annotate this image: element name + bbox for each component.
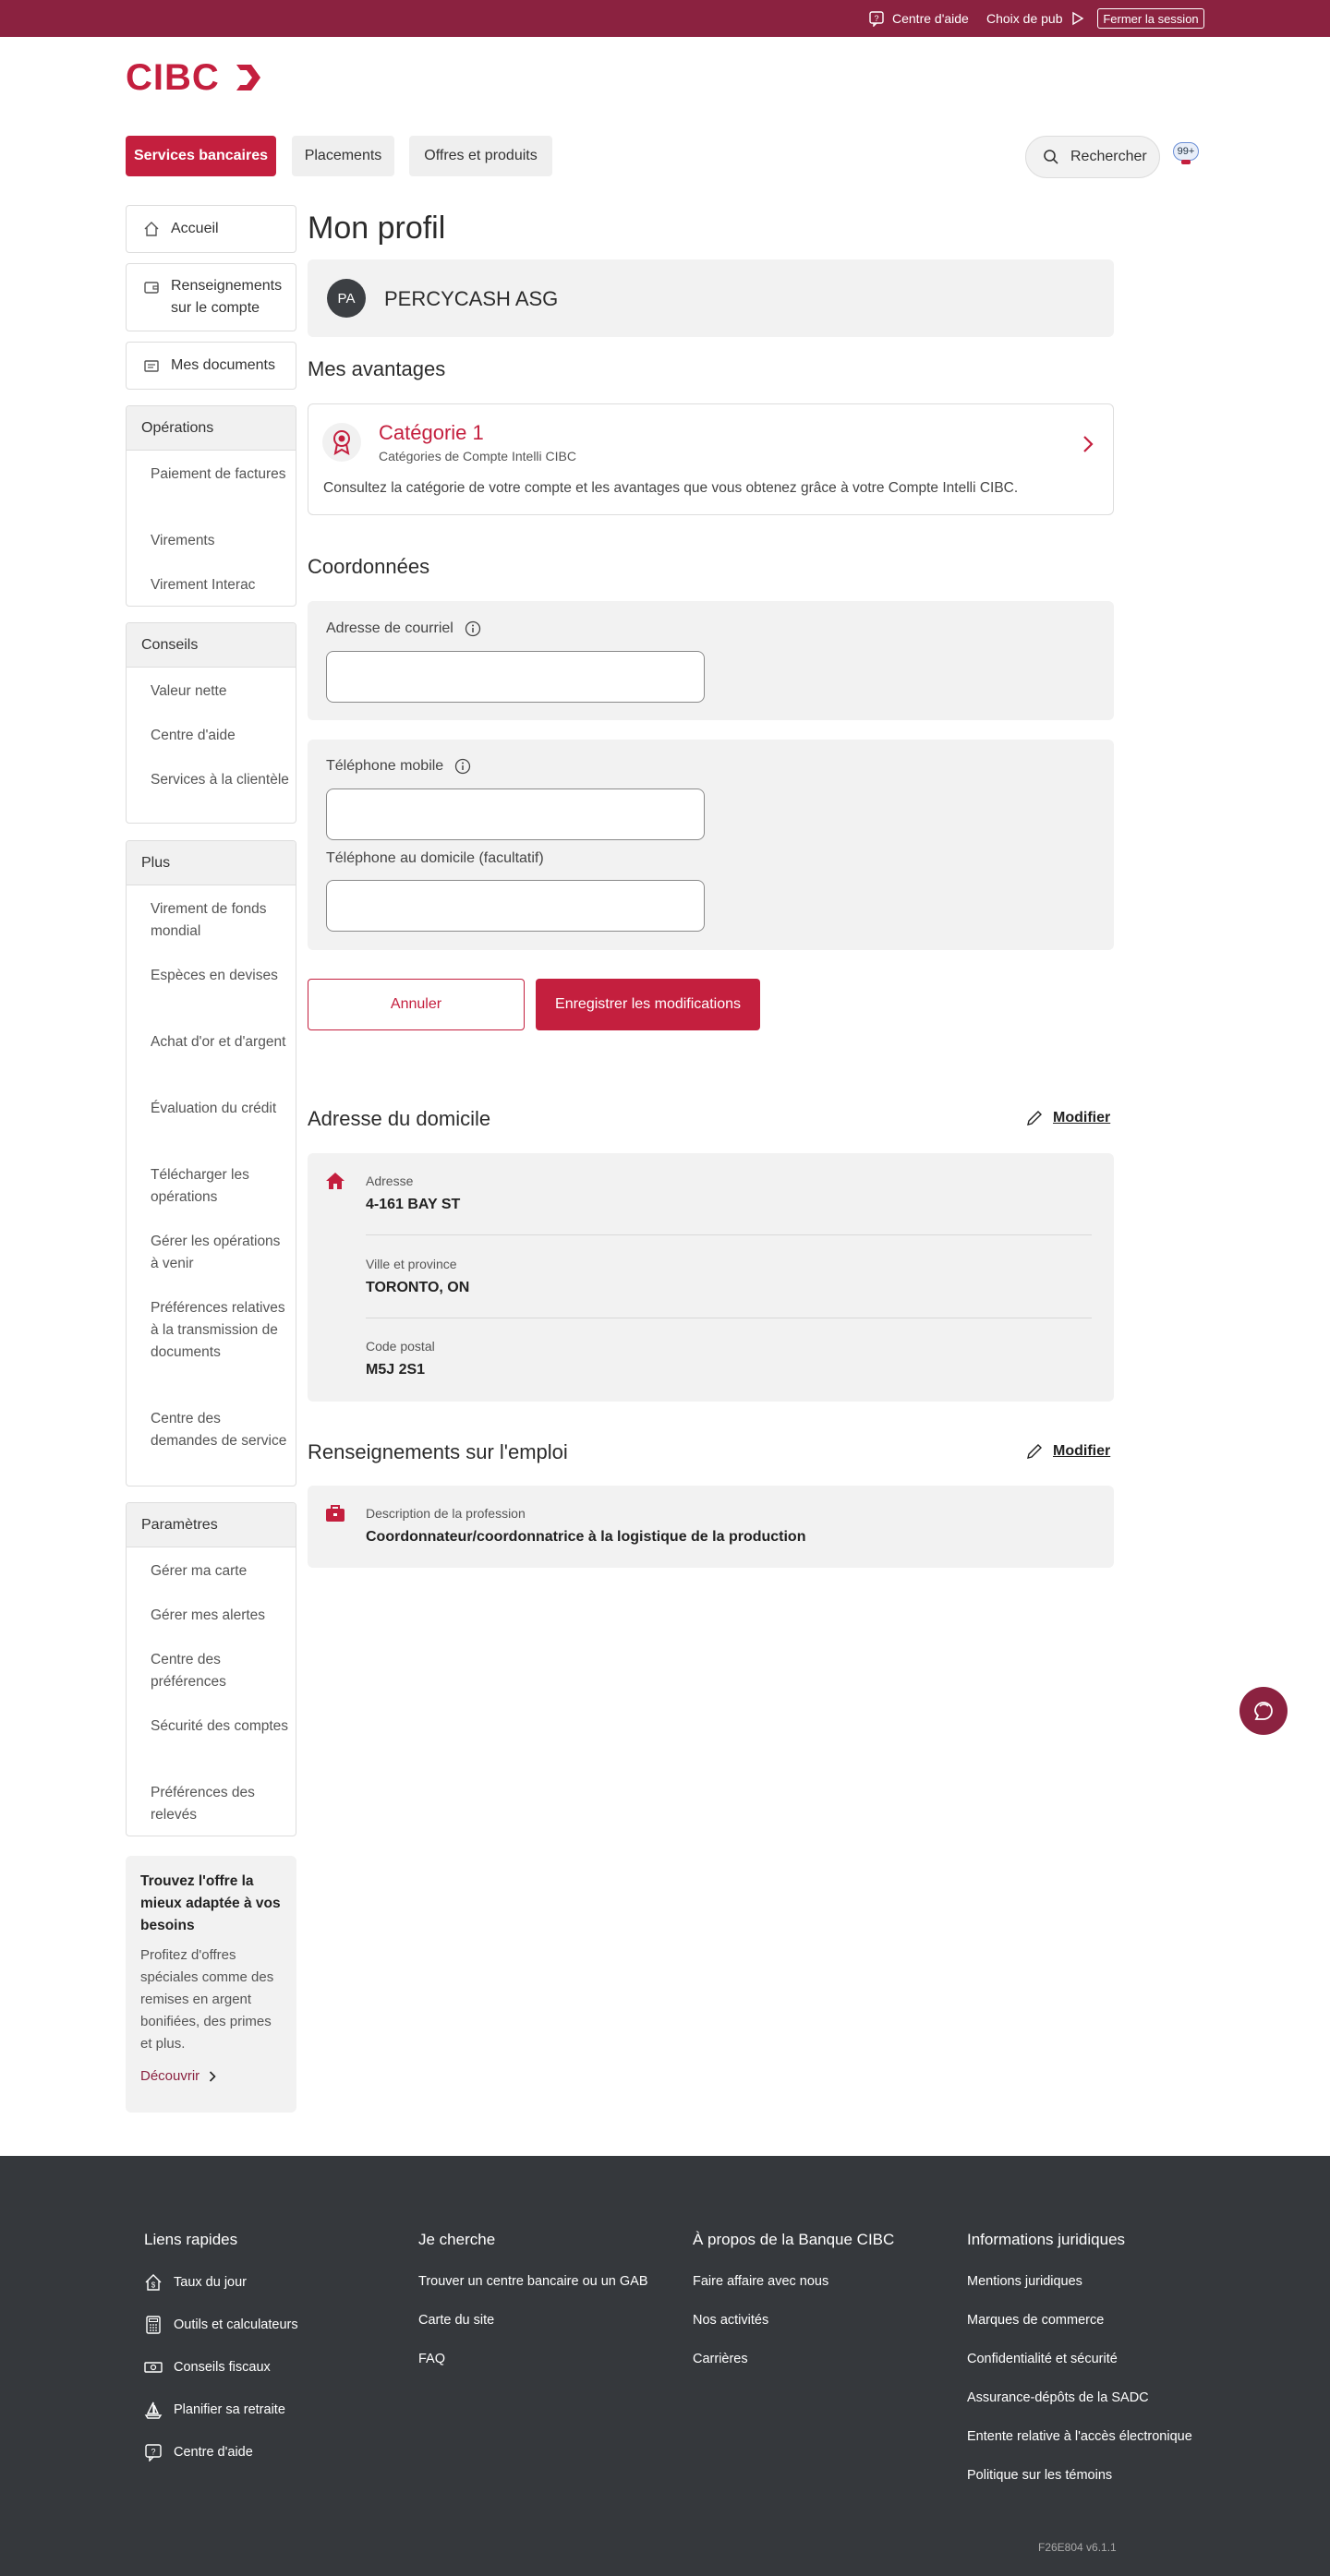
benefit-description: Consultez la catégorie de votre compte et les avantages que vous obtenez grâce à votre Compte Intelli CIBC. [323, 480, 1019, 496]
logo-text: CIBC [126, 56, 220, 98]
home-phone-field[interactable] [326, 880, 705, 932]
postal-value: M5J 2S1 [366, 1362, 426, 1378]
sailboat-icon [144, 2401, 163, 2419]
address-card [308, 1153, 1114, 1402]
cibc-diamond-icon [224, 61, 262, 94]
sidebar-group-title: Paramètres [127, 1503, 296, 1547]
sidebar-item-service-requests[interactable]: Centre des demandes de service [151, 1411, 287, 1449]
footer-link-trademarks[interactable]: Marques de commerce [967, 2313, 1105, 2328]
contact-heading: Coordonnées [308, 555, 430, 578]
help-icon [868, 10, 885, 27]
tab-banking[interactable]: Services bancaires [126, 136, 276, 176]
modify-employment-link[interactable] [1025, 1442, 1110, 1461]
footer-link-label: Taux du jour [174, 2275, 247, 2290]
info-icon[interactable] [454, 758, 471, 775]
ad-choices-label: Choix de pub [986, 11, 1063, 26]
svg-text:$: $ [151, 2281, 156, 2290]
avatar: PA [327, 279, 366, 318]
sidebar-item-label: Accueil [171, 221, 219, 236]
version-label: F26E804 v6.1.1 [1038, 2541, 1117, 2554]
sidebar-item-label: Renseignements sur le compte [171, 278, 283, 316]
divider [366, 1234, 1092, 1235]
sidebar-item-transfers[interactable]: Virements [151, 533, 215, 548]
footer-link-careers[interactable]: Carrières [693, 2352, 748, 2366]
footer-quick-links-title: Liens rapides [144, 2231, 238, 2248]
search-icon [1043, 149, 1059, 165]
address-heading: Adresse du domicile [308, 1107, 491, 1130]
benefit-subtitle: Catégories de Compte Intelli CIBC [379, 449, 576, 463]
chevron-right-icon [1082, 435, 1094, 453]
sidebar-item-label: Mes documents [171, 357, 275, 373]
mobile-phone-field[interactable] [326, 788, 705, 840]
chevron-right-icon [209, 2071, 216, 2082]
footer-link-label: Planifier sa retraite [174, 2402, 285, 2417]
footer-legal-title: Informations juridiques [967, 2231, 1126, 2248]
sidebar-item-bill-payment[interactable]: Paiement de factures [151, 466, 286, 482]
sidebar-item-manage-alerts[interactable]: Gérer mes alertes [151, 1607, 266, 1623]
footer-link-do-business[interactable]: Faire affaire avec nous [693, 2274, 829, 2289]
footer-link-cdic[interactable]: Assurance-dépôts de la SADC [967, 2390, 1149, 2405]
address-value: 4-161 BAY ST [366, 1197, 461, 1212]
footer-link-privacy[interactable]: Confidentialité et sécurité [967, 2352, 1118, 2366]
sidebar-item-upcoming-transactions[interactable]: Gérer les opérations à venir [151, 1234, 281, 1271]
help-icon [144, 2443, 163, 2462]
employment-heading: Renseignements sur l'emploi [308, 1440, 568, 1463]
notification-indicator [1181, 160, 1191, 164]
sidebar-item-credit-score[interactable]: Évaluation du crédit [151, 1101, 277, 1116]
ad-choices-link[interactable] [986, 0, 1085, 37]
footer-link-label: Conseils fiscaux [174, 2360, 271, 2375]
promo-card [126, 1856, 296, 2113]
home-phone-label: Téléphone au domicile (facultatif) [326, 850, 544, 866]
sidebar-item-preference-centre[interactable]: Centre des préférences [151, 1652, 226, 1690]
tab-offers[interactable]: Offres et produits [409, 136, 552, 176]
profession-value: Coordonnateur/coordonnatrice à la logistique de la production [366, 1529, 806, 1545]
benefit-category: Catégorie 1 [379, 421, 484, 444]
footer-link-faq[interactable]: FAQ [418, 2352, 446, 2366]
sidebar-item-net-worth[interactable]: Valeur nette [151, 683, 227, 699]
search-label: Rechercher [1070, 149, 1147, 164]
page-title: Mon profil [308, 211, 446, 246]
cibc-logo[interactable] [126, 56, 262, 98]
sidebar-item-customer-service[interactable]: Services à la clientèle [151, 772, 289, 788]
award-icon [322, 423, 361, 462]
sidebar-group-operations [126, 405, 296, 607]
promo-title: Trouvez l'offre la mieux adaptée à vos besoins [140, 1873, 281, 1933]
modify-label: Modifier [1053, 1443, 1111, 1459]
footer-about-title: À propos de la Banque CIBC [693, 2231, 895, 2248]
calculator-icon [144, 2316, 163, 2334]
sidebar-group-more [126, 840, 296, 1487]
pencil-icon [1025, 1109, 1044, 1127]
footer-link-legal[interactable]: Mentions juridiques [967, 2274, 1082, 2289]
sidebar-group-advice [126, 622, 296, 824]
sidebar-item-gold-silver[interactable]: Achat d'or et d'argent [151, 1034, 286, 1050]
tab-investments[interactable]: Placements [292, 136, 394, 176]
cancel-button[interactable]: Annuler [308, 979, 525, 1030]
ad-choices-icon [1070, 11, 1085, 26]
promo-link-label: Découvrir [140, 2068, 200, 2084]
sidebar-group-title: Plus [127, 841, 296, 885]
document-icon [143, 357, 160, 374]
email-label-row [326, 620, 481, 637]
footer-looking-for-title: Je cherche [418, 2231, 496, 2248]
svg-text:?: ? [151, 2447, 156, 2457]
sidebar-item-foreign-cash[interactable]: Espèces en devises [151, 968, 278, 983]
promo-discover-link[interactable] [140, 2068, 282, 2084]
footer-link-label: Outils et calculateurs [174, 2317, 298, 2332]
sidebar-item-documents[interactable] [126, 342, 296, 390]
home-icon [143, 221, 160, 237]
notification-badge[interactable]: 99+ [1173, 142, 1199, 161]
footer-link-cookies[interactable]: Politique sur les témoins [967, 2468, 1113, 2483]
footer-link-label: Centre d'aide [174, 2445, 253, 2460]
sidebar-item-global-transfer[interactable]: Virement de fonds mondial [151, 901, 267, 939]
benefits-card[interactable] [308, 403, 1114, 515]
email-field[interactable] [326, 651, 705, 703]
email-label: Adresse de courriel [326, 620, 453, 636]
wallet-icon [143, 279, 160, 295]
benefits-heading: Mes avantages [308, 357, 446, 380]
city-value: TORONTO, ON [366, 1280, 470, 1295]
footer-link-sitemap[interactable]: Carte du site [418, 2313, 495, 2328]
help-label: Centre d'aide [892, 11, 969, 26]
sidebar-item-home[interactable] [126, 205, 296, 253]
briefcase-icon [325, 1504, 345, 1523]
footer-link-retirement[interactable] [144, 2401, 285, 2419]
postal-label: Code postal [366, 1339, 435, 1354]
sidebar-group-title: Conseils [127, 623, 296, 668]
svg-text:?: ? [874, 14, 879, 23]
sidebar-group-settings [126, 1502, 296, 1836]
city-label: Ville et province [366, 1257, 457, 1271]
employment-card [308, 1486, 1114, 1568]
sidebar-item-account-info[interactable] [126, 263, 296, 331]
save-button[interactable]: Enregistrer les modifications [536, 979, 760, 1030]
profile-name: PERCYCASH ASG [384, 287, 559, 310]
promo-text: Profitez d'offres spéciales comme des remises en argent bonifiées, des primes et plus. [140, 1947, 274, 2052]
sidebar-item-manage-card[interactable]: Gérer ma carte [151, 1563, 248, 1579]
footer-link-tax[interactable] [144, 2358, 271, 2377]
modify-address-link[interactable] [1025, 1109, 1110, 1127]
footer-link-electronic-access[interactable]: Entente relative à l'accès électronique [967, 2429, 1192, 2444]
chat-icon [1251, 1698, 1276, 1724]
footer-link-rates[interactable] [144, 2273, 247, 2292]
pencil-icon [1025, 1442, 1044, 1461]
sidebar-item-help-centre[interactable]: Centre d'aide [151, 728, 236, 743]
sidebar-item-account-security[interactable]: Sécurité des comptes [151, 1718, 289, 1734]
sidebar-item-document-delivery[interactable]: Préférences relatives à la transmission de documents [151, 1300, 285, 1360]
footer-link-tools[interactable] [144, 2316, 298, 2334]
modify-label: Modifier [1053, 1110, 1111, 1125]
address-label: Adresse [366, 1174, 414, 1188]
footer-link-help[interactable] [144, 2443, 253, 2462]
help-link[interactable] [868, 0, 969, 37]
sidebar-item-statement-preferences[interactable]: Préférences des relevés [151, 1785, 255, 1823]
profession-label: Description de la profession [366, 1506, 526, 1521]
house-dollar-icon [144, 2273, 163, 2292]
chat-button[interactable] [1239, 1687, 1288, 1735]
logout-button[interactable]: Fermer la session [1097, 8, 1204, 29]
house-icon [325, 1171, 345, 1191]
top-utility-bar [0, 0, 1330, 37]
info-icon[interactable] [465, 620, 481, 637]
search-button[interactable] [1025, 136, 1160, 178]
footer-link-find-branch[interactable]: Trouver un centre bancaire ou un GAB [418, 2274, 648, 2289]
footer-link-activities[interactable]: Nos activités [693, 2313, 769, 2328]
sidebar-item-interac[interactable]: Virement Interac [151, 577, 256, 593]
sidebar-group-title: Opérations [127, 406, 296, 451]
money-icon [144, 2358, 163, 2377]
mobile-label-row [326, 758, 471, 775]
mobile-label: Téléphone mobile [326, 758, 444, 774]
sidebar-item-download-transactions[interactable]: Télécharger les opérations [151, 1167, 249, 1205]
